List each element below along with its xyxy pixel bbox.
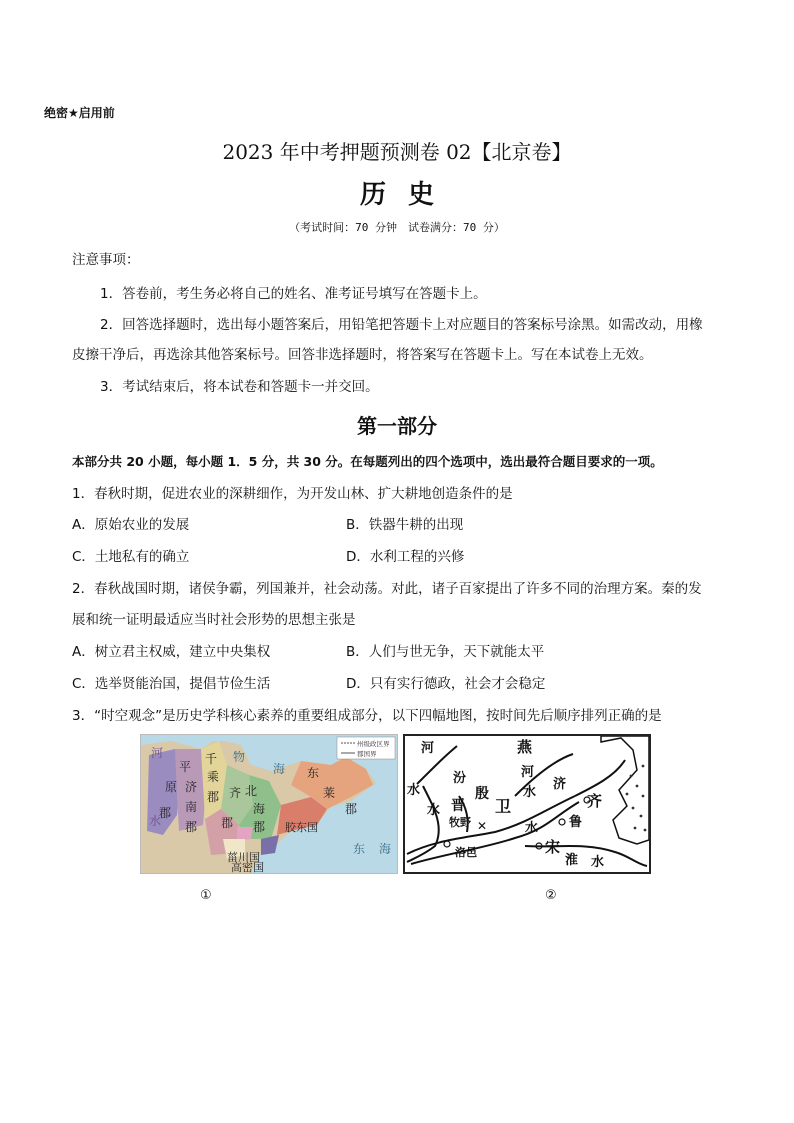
map2-label: 殷 (475, 786, 489, 802)
note-item: 1．答卷前，考生务必将自己的姓名、准考证号填写在答题卡上。 (100, 286, 487, 302)
question-stem: 1．春秋时期，促进农业的深耕细作，为开发山林、扩大耕地创造条件的是 (72, 486, 513, 502)
note-item: 皮擦干净后，再选涂其他答案标号。回答非选择题时，将答案写在答题卡上。写在本试卷上无效。 (72, 347, 653, 363)
map2-label: 晋 (451, 798, 465, 814)
map1-label: 东 (307, 766, 320, 780)
map1-label: 郡 (253, 820, 266, 834)
map2-label: 济 (553, 777, 567, 792)
map1-label: 北 (245, 784, 258, 798)
note-item: 3．考试结束后，将本试卷和答题卡一并交回。 (100, 379, 379, 395)
map1-label: 齐 (229, 786, 242, 800)
map2-label: 淮 (565, 853, 579, 868)
map1-label: 东 (353, 842, 366, 856)
map1-label: 郡 (207, 790, 220, 804)
map1-label: 郡 (221, 816, 234, 830)
question-stem: 3．“时空观念”是历史学科核心素养的重要组成部分，以下四幅地图，按时间先后顺序排列正确的是 (72, 708, 662, 724)
option-a: A．树立君主权威，建立中央集权 (72, 644, 271, 660)
option-c: C．土地私有的确立 (72, 549, 190, 565)
option-b: B．铁器牛耕的出现 (346, 517, 464, 533)
secret-mark: 绝密★启用前 (44, 106, 115, 120)
map1-legend: 州级政区界 (357, 740, 390, 748)
map1-legend: 郡国界 (357, 750, 377, 758)
map1-label: 胶东国 (285, 821, 318, 834)
option-a: A．原始农业的发展 (72, 517, 190, 533)
option-d: D．只有实行德政，社会才会稳定 (346, 676, 546, 692)
map1-label: 郡 (185, 820, 198, 834)
battle-icon: ✕ (477, 819, 488, 833)
map1-label: 乘 (207, 770, 220, 784)
part-title: 第一部分 (357, 414, 437, 438)
map1-label: 济 (185, 780, 198, 794)
map1-label: 千 (205, 752, 218, 766)
map2-label: 卫 (495, 797, 512, 816)
map1-label: 郡 (159, 806, 172, 820)
option-c: C．选举贤能治国，提倡节俭生活 (72, 676, 271, 692)
map2-label: 燕 (517, 738, 533, 756)
map1-label: 平 (179, 760, 192, 774)
notes-heading: 注意事项： (72, 252, 140, 268)
map1-label: 菑川国 (227, 851, 260, 864)
map2-label: 洛邑 (455, 846, 477, 859)
map2-label: 河 (521, 765, 535, 780)
note-item: 2．回答选择题时，选出每小题答案后，用铅笔把答题卡上对应题目的答案标号涂黑。如需改动，用橡 (100, 317, 703, 333)
map2-label: 水 (407, 783, 421, 798)
option-d: D．水利工程的兴修 (346, 549, 465, 565)
map2-label: 汾 (453, 771, 467, 786)
map2-label: 宋 (545, 838, 561, 856)
map1-label: 高密国 (231, 861, 264, 873)
exam-info: （考试时间：70 分钟 试卷满分：70 分） (289, 221, 505, 234)
map2-label: 水 (523, 785, 537, 800)
map1-label: 海 (273, 762, 286, 776)
map1-label: 南 (185, 800, 198, 814)
exam-title: 2023 年中考押题预测卷 02【北京卷】 (222, 140, 572, 164)
map-1-graphic (141, 735, 397, 873)
option-b: B．人们与世无争，天下就能太平 (346, 644, 545, 660)
map1-label: 海 (253, 802, 266, 816)
map-2-caption: ② (545, 888, 557, 903)
map2-label: 齐 (587, 792, 603, 810)
map2-label: 鲁 (569, 815, 583, 830)
map2-label: 水 (525, 821, 539, 836)
map1-label: 原 (165, 780, 178, 794)
map1-label: 河 (151, 746, 164, 760)
map-2 (403, 734, 651, 874)
subject-title: 历史 (359, 180, 456, 210)
question-stem: 2．春秋战国时期，诸侯争霸，列国兼并，社会动荡。对此，诸子百家提出了许多不同的治理方案。秦的发 (72, 581, 702, 597)
map-1 (140, 734, 398, 874)
map1-label: 郡 (345, 802, 358, 816)
map2-label: 牧野 (449, 816, 471, 829)
map2-label: 水 (591, 855, 605, 870)
map1-label: 水 (149, 814, 162, 828)
map2-label: 河 (421, 741, 435, 756)
map-1-caption: ① (200, 888, 212, 903)
part-intro: 本部分共 20 小题，每小题 1．5 分，共 30 分。在每题列出的四个选项中，选出最符合题目要求的一项。 (72, 454, 663, 469)
map1-label: 海 (379, 842, 392, 856)
map2-label: 水 (427, 803, 441, 818)
map-2-graphic (405, 736, 649, 872)
map1-label: 莱 (323, 786, 336, 800)
question-stem: 展和统一证明最适应当时社会形势的思想主张是 (72, 612, 356, 628)
map1-label: 物 (233, 750, 246, 764)
